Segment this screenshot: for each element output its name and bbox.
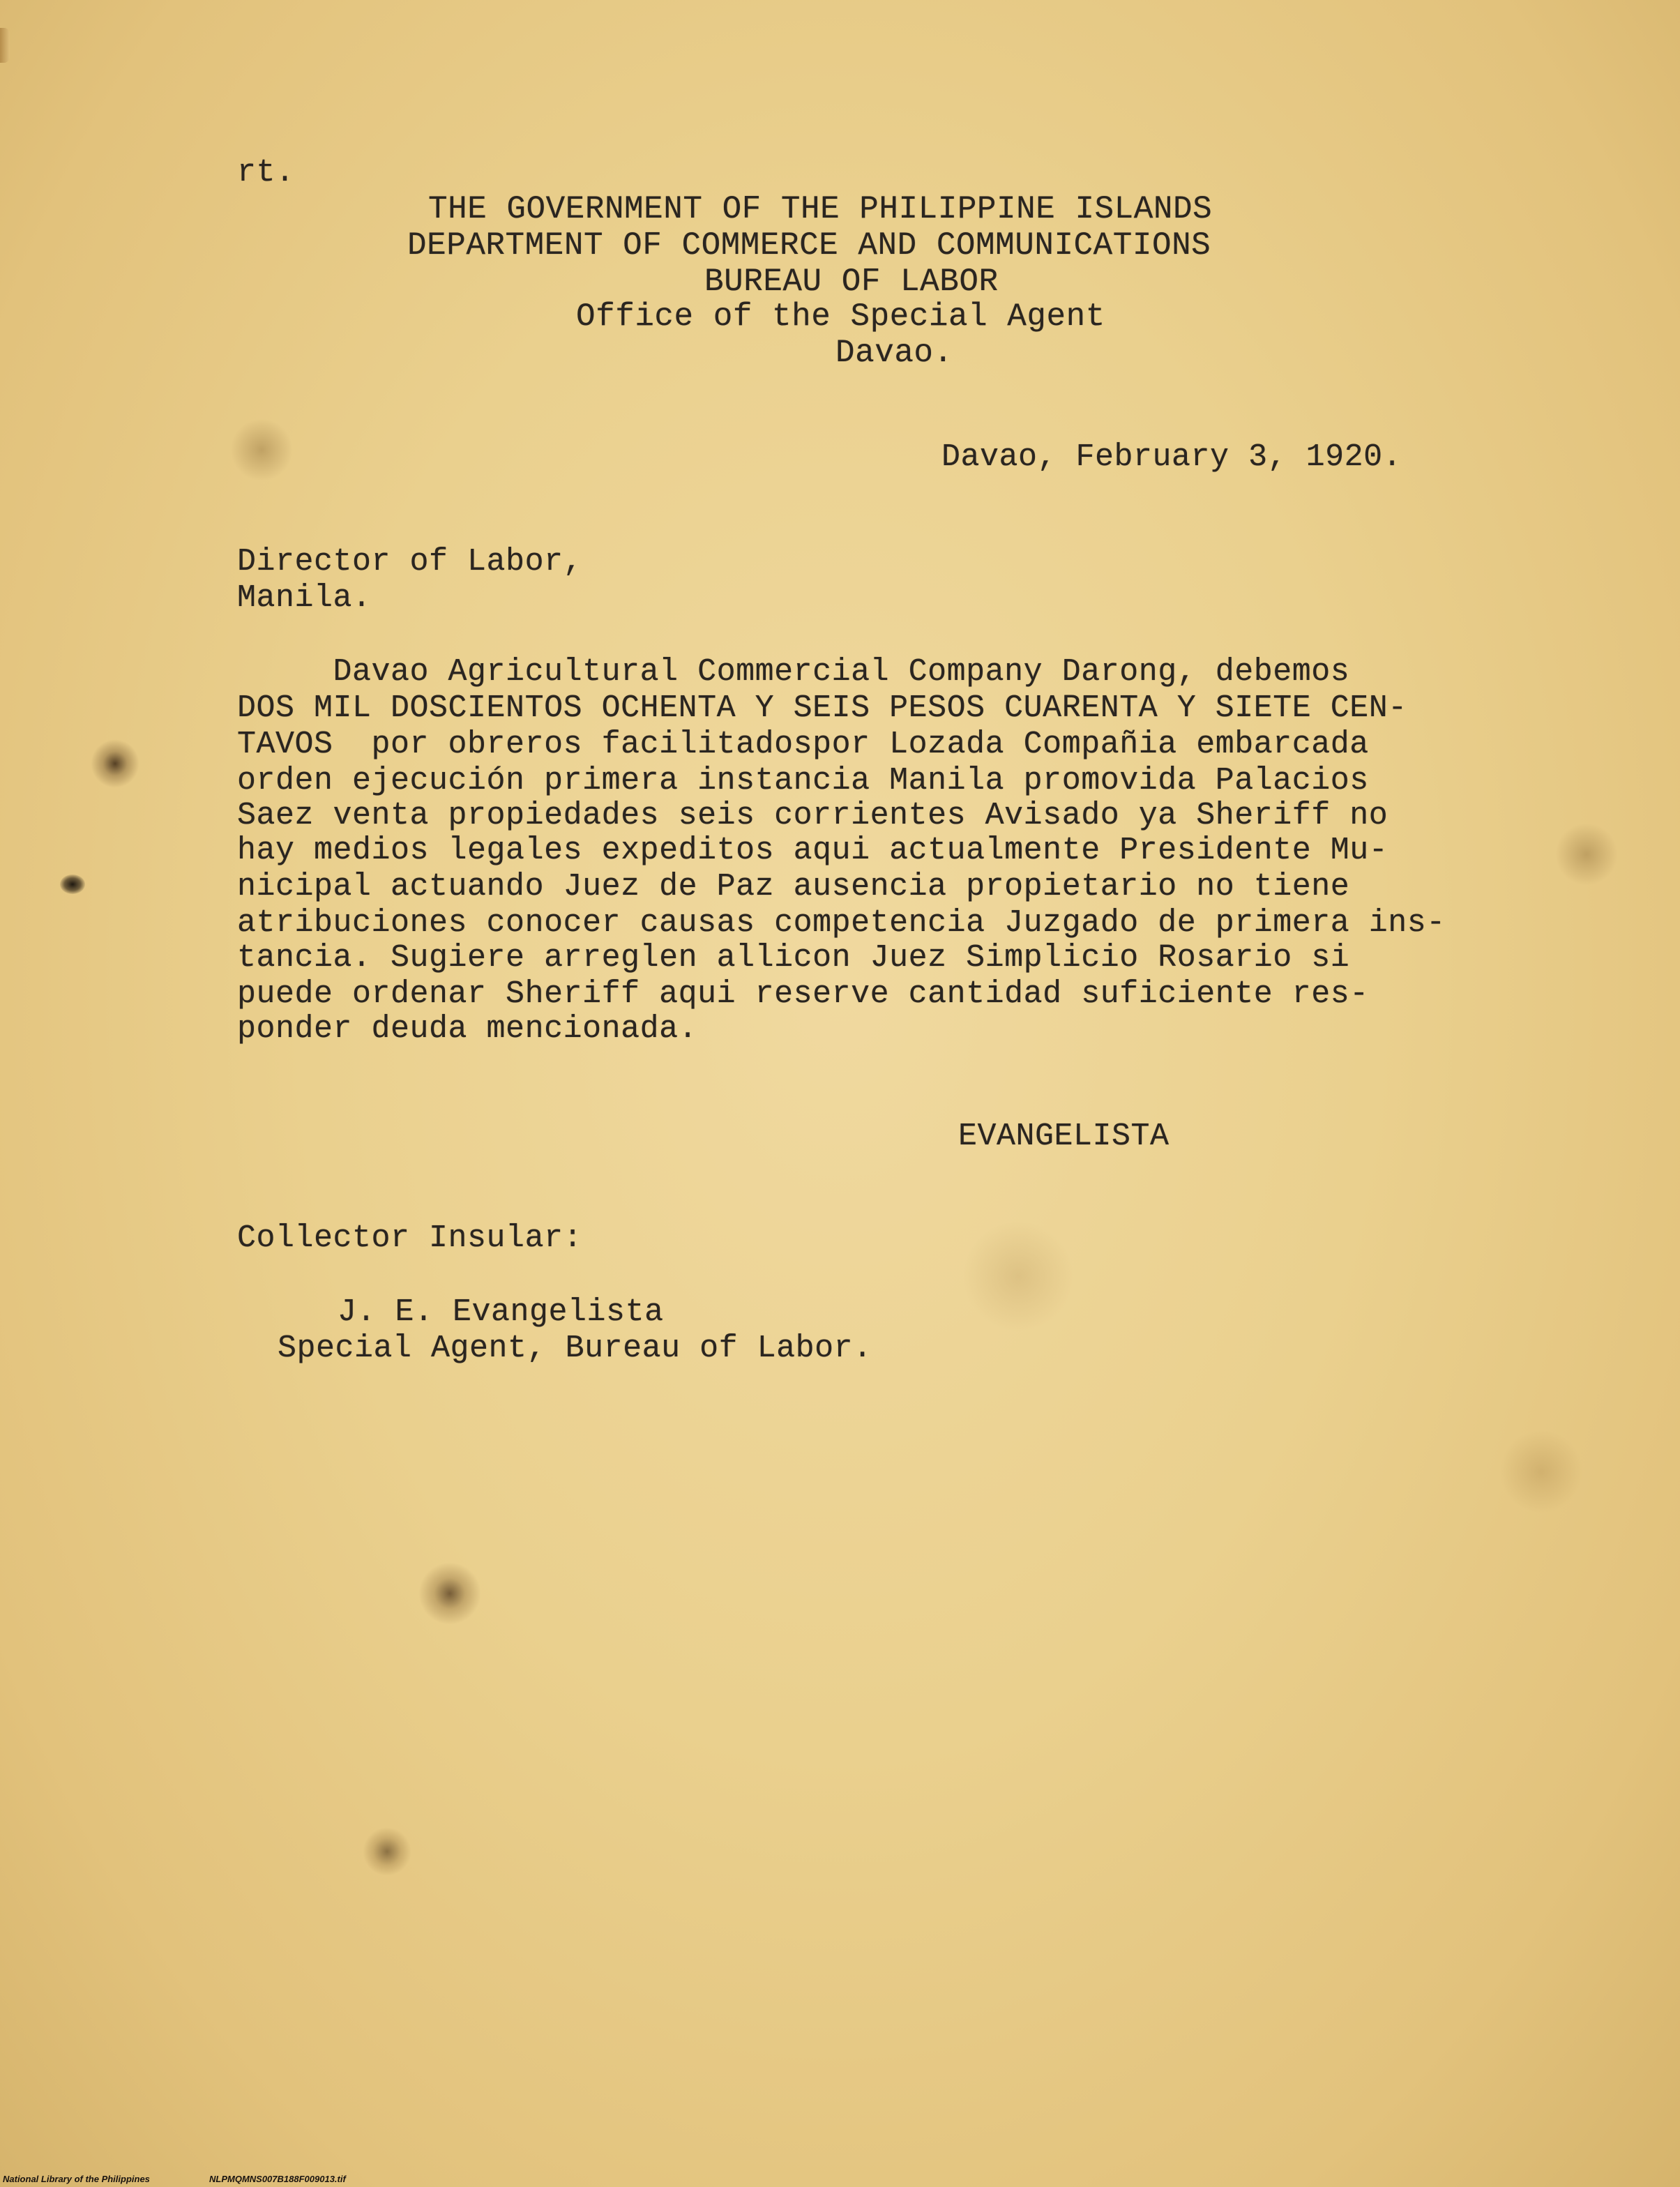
- stain-4: [230, 418, 293, 481]
- stain-7: [60, 875, 85, 894]
- stain-2: [418, 1562, 481, 1625]
- letterhead-line-1: THE GOVERNMENT OF THE PHILIPPINE ISLANDS: [428, 191, 1213, 227]
- signer-title: Special Agent, Bureau of Labor.: [278, 1331, 872, 1366]
- letterhead-line-3: BUREAU OF LABOR: [704, 264, 999, 300]
- body-line-4: orden ejecución primera instancia Manila promovida Palacios: [237, 763, 1369, 799]
- torn-edge: [0, 28, 10, 63]
- stain-5: [1555, 823, 1618, 886]
- signature: EVANGELISTA: [958, 1119, 1170, 1154]
- footer-library: National Library of the Philippines: [3, 2174, 150, 2184]
- stain-6: [1499, 1430, 1583, 1513]
- recipient-line-2: Manila.: [237, 580, 372, 616]
- body-line-6: hay medios legales expeditos aqui actualmente Presidente Mu-: [237, 833, 1388, 868]
- body-line-7: nicipal actuando Juez de Paz ausencia propietario no tiene: [237, 869, 1350, 905]
- stain-1: [91, 739, 139, 788]
- signer-name: J. E. Evangelista: [338, 1294, 664, 1330]
- recipient-line-1: Director of Labor,: [237, 544, 583, 580]
- letter-date: Davao, February 3, 1920.: [941, 439, 1402, 475]
- body-line-3: TAVOS por obreros facilitadospor Lozada Compañia embarcada: [237, 727, 1369, 762]
- body-line-8: atribuciones conocer causas competencia Juzgado de primera ins-: [237, 905, 1446, 941]
- body-line-2: DOS MIL DOSCIENTOS OCHENTA Y SEIS PESOS CUARENTA Y SIETE CEN-: [237, 690, 1407, 726]
- body-line-5: Saez venta propiedades seis corrientes Avisado ya Sheriff no: [237, 798, 1388, 833]
- letterhead-line-5: Davao.: [835, 335, 953, 371]
- footer-file-id: NLPMQMNS007B188F009013.tif: [209, 2174, 346, 2184]
- body-line-10: puede ordenar Sheriff aqui reserve cantidad suficiente res-: [237, 976, 1369, 1012]
- body-line-11: ponder deuda mencionada.: [237, 1011, 698, 1047]
- collector-label: Collector Insular:: [237, 1220, 583, 1256]
- stain-3: [363, 1827, 411, 1876]
- letterhead-line-2: DEPARTMENT OF COMMERCE AND COMMUNICATIONS: [407, 227, 1211, 264]
- top-note: rt.: [237, 155, 295, 190]
- body-line-9: tancia. Sugiere arreglen allicon Juez Simplicio Rosario si: [237, 940, 1350, 976]
- body-line-1: Davao Agricultural Commercial Company Darong, debemos: [237, 654, 1350, 690]
- letterhead-line-4: Office of the Special Agent: [576, 298, 1105, 335]
- stain-8: [962, 1220, 1074, 1332]
